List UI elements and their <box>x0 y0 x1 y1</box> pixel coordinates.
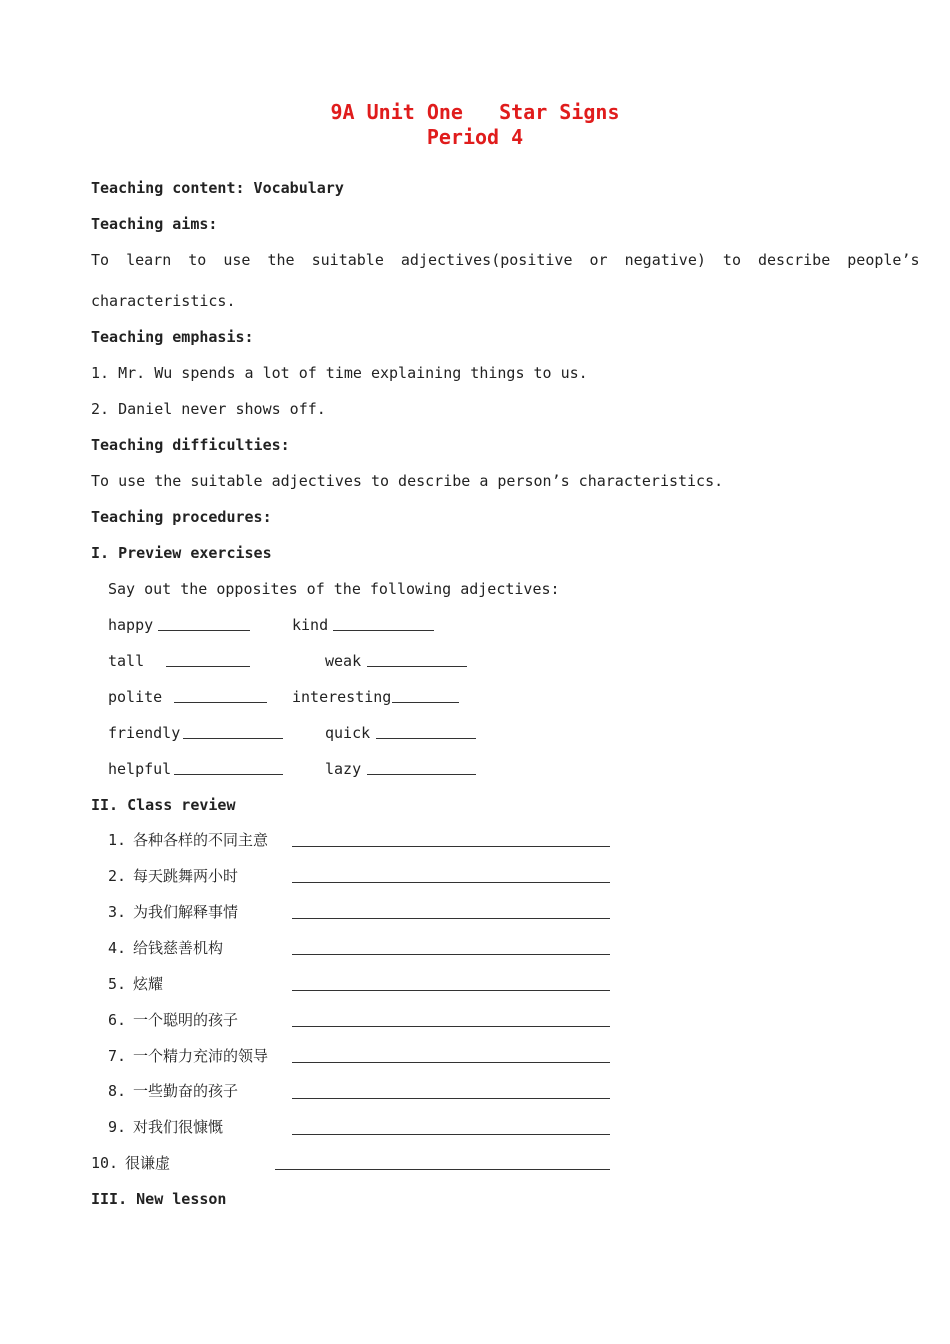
answer-blank[interactable] <box>158 630 250 631</box>
aims-text-line-2: characteristics. <box>91 292 236 310</box>
review-item-number: 9. <box>108 1118 127 1136</box>
difficulties-text: To use the suitable adjectives to describe a person’s characteristics. <box>91 472 724 490</box>
answer-blank[interactable] <box>392 702 459 703</box>
adjective-word: quick <box>325 724 371 742</box>
review-item-text: 为我们解释事情 <box>133 903 239 921</box>
adjective-word: friendly <box>108 724 181 742</box>
answer-blank[interactable] <box>292 954 610 955</box>
review-item-number: 5. <box>108 975 127 993</box>
answer-blank[interactable] <box>174 702 267 703</box>
answer-blank[interactable] <box>367 666 467 667</box>
review-item-number: 10. <box>91 1154 119 1172</box>
title-line-1: 9A Unit One Star Signs <box>330 100 620 124</box>
aims-text-line-1: To learn to use the suitable adjectives(positive or negative) to describe people’s <box>91 251 920 269</box>
adjective-word: weak <box>325 652 362 670</box>
answer-blank[interactable] <box>292 918 610 919</box>
adjective-word: tall <box>108 652 145 670</box>
answer-blank[interactable] <box>376 738 476 739</box>
review-heading: II. Class review <box>91 796 236 814</box>
review-item-text: 每天跳舞两小时 <box>133 867 239 885</box>
answer-blank[interactable] <box>174 774 283 775</box>
review-item-text: 对我们很慷慨 <box>133 1118 224 1136</box>
adjective-word: lazy <box>325 760 362 778</box>
answer-blank[interactable] <box>292 846 610 847</box>
aims-heading: Teaching aims: <box>91 215 218 233</box>
review-item-text: 很谦虚 <box>125 1154 171 1172</box>
review-item-number: 2. <box>108 867 127 885</box>
review-item-text: 炫耀 <box>133 975 164 993</box>
review-item-text: 各种各样的不同主意 <box>133 831 269 849</box>
answer-blank[interactable] <box>292 1062 610 1063</box>
procedures-heading: Teaching procedures: <box>91 508 272 526</box>
answer-blank[interactable] <box>292 1134 610 1135</box>
review-item-number: 7. <box>108 1047 127 1065</box>
review-item-number: 4. <box>108 939 127 957</box>
adjective-word: helpful <box>108 760 172 778</box>
review-item-text: 一个聪明的孩子 <box>133 1011 239 1029</box>
review-item-number: 3. <box>108 903 127 921</box>
answer-blank[interactable] <box>275 1169 610 1170</box>
adjective-word: interesting <box>292 688 392 706</box>
preview-instruction: Say out the opposites of the following adjectives: <box>108 580 560 598</box>
review-item-number: 8. <box>108 1082 127 1100</box>
answer-blank[interactable] <box>183 738 283 739</box>
answer-blank[interactable] <box>333 630 434 631</box>
review-item-number: 1. <box>108 831 127 849</box>
answer-blank[interactable] <box>367 774 476 775</box>
teaching-content: Teaching content: Vocabulary <box>91 179 344 197</box>
adjective-word: polite <box>108 688 163 706</box>
answer-blank[interactable] <box>292 990 610 991</box>
answer-blank[interactable] <box>166 666 250 667</box>
difficulties-heading: Teaching difficulties: <box>91 436 290 454</box>
adjective-word: happy <box>108 616 154 634</box>
review-item-number: 6. <box>108 1011 127 1029</box>
adjective-word: kind <box>292 616 329 634</box>
review-item-text: 一个精力充沛的领导 <box>133 1047 269 1065</box>
review-item-text: 一些勤奋的孩子 <box>133 1082 239 1100</box>
preview-heading: I. Preview exercises <box>91 544 272 562</box>
emphasis-item: 2. Daniel never shows off. <box>91 400 326 418</box>
title-line-2: Period 4 <box>426 125 524 149</box>
new-lesson-heading: III. New lesson <box>91 1190 227 1208</box>
emphasis-item: 1. Mr. Wu spends a lot of time explaining things to us. <box>91 364 588 382</box>
review-item-text: 给钱慈善机构 <box>133 939 224 957</box>
answer-blank[interactable] <box>292 1098 610 1099</box>
answer-blank[interactable] <box>292 882 610 883</box>
emphasis-heading: Teaching emphasis: <box>91 328 254 346</box>
answer-blank[interactable] <box>292 1026 610 1027</box>
